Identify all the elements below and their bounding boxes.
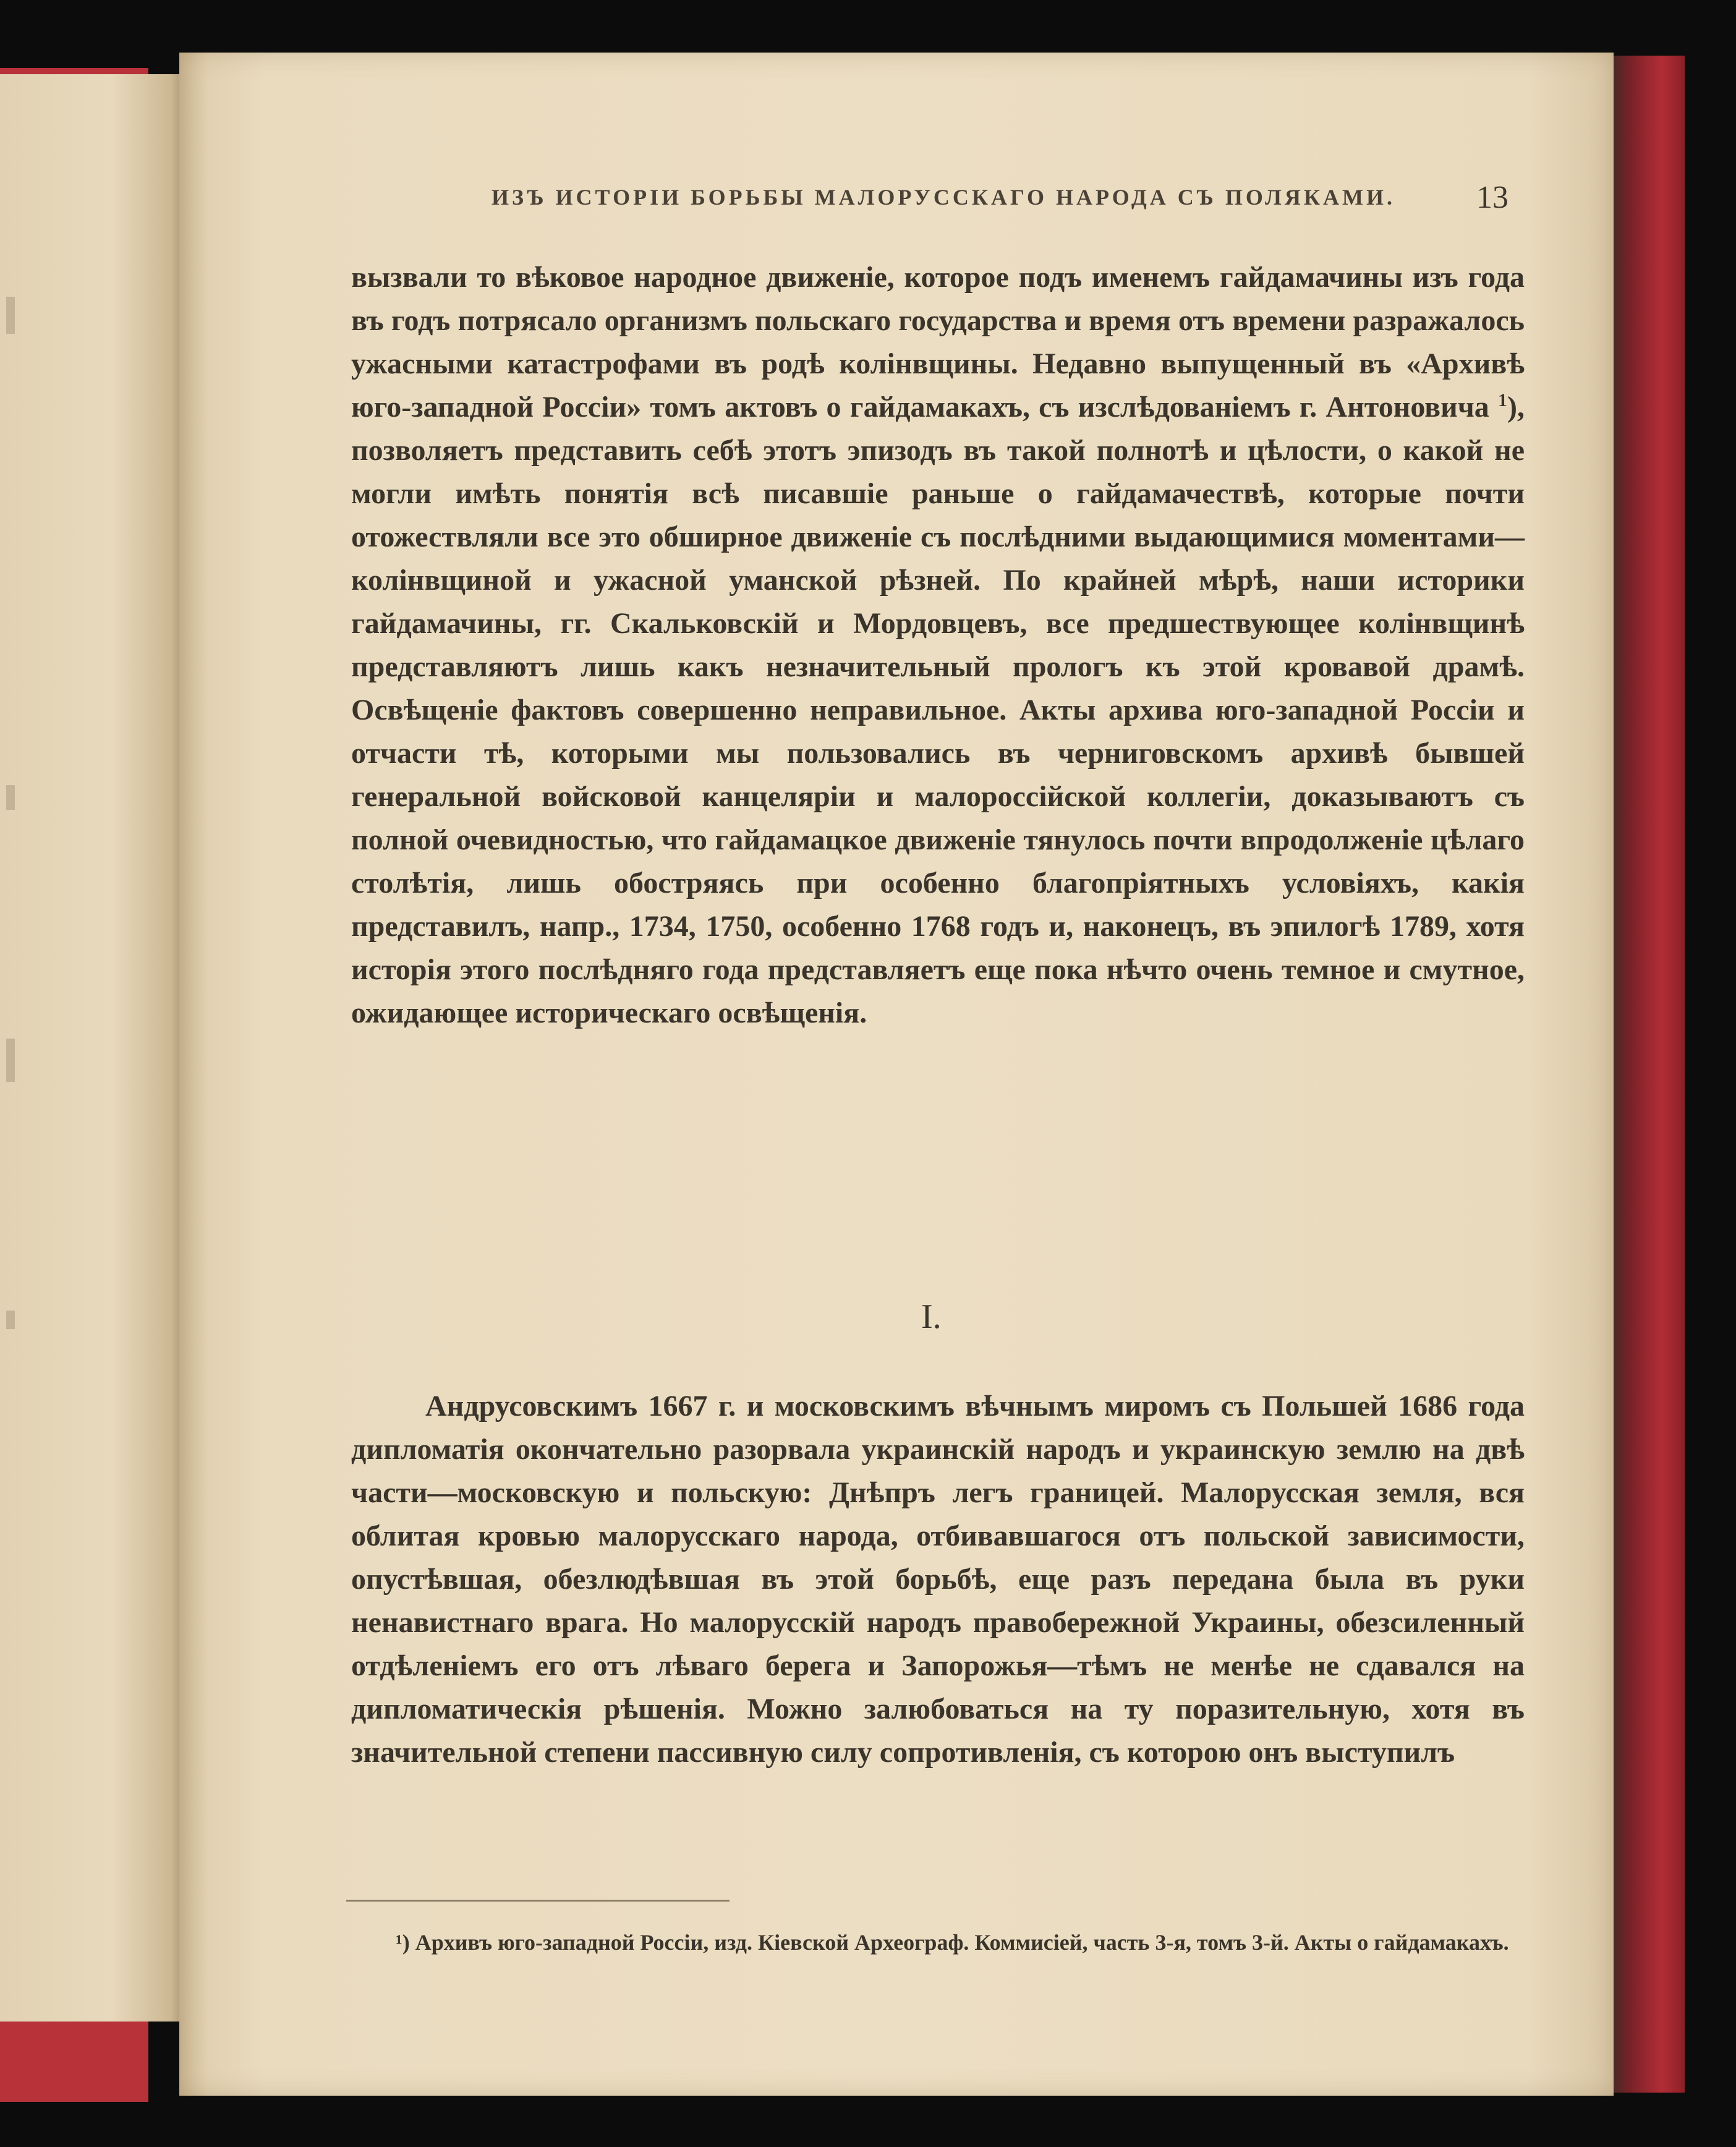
page-edge-mark [6,785,15,810]
page-edge-mark [6,1311,15,1329]
footnote-reference: 1 [1498,390,1508,410]
body-text-section [351,1385,1525,1774]
paragraph-continued [351,256,1525,1035]
footnote-text: Архивъ юго-западной Россіи, изд. Кіевской Археограф. Коммисіей, часть 3-я, томъ 3-й. Акты о гайдамакахъ. [415,1930,1509,1955]
paragraph-text: вызвали то вѣковое народное движеніе, которое подъ именемъ гайдамачины изъ года въ годъ потрясало организмъ польскаго государства и время отъ времени разражалось ужасными катастрофами въ родѣ колінвщины. Недавно выпущенный въ «Архивѣ юго-западной Россіи» томъ актовъ о гайдамакахъ, съ изслѣдованіемъ г. Антоновича [351,261,1525,423]
page-number: 13 [1476,180,1508,215]
right-book-cover [1607,56,1685,2093]
page-edge-mark [6,1039,15,1082]
footnote [345,1928,1523,1957]
page-edge-mark [6,297,15,334]
section-numeral: I. [921,1298,942,1336]
paragraph-section-1: Андрусовскимъ 1667 г. и московскимъ вѣчнымъ миромъ съ Польшей 1686 года дипломатія окончательно разорвала украинскій народъ и украинскую землю на двѣ части—московскую и польскую: Днѣпръ легъ границей. Малорусская земля, вся облитая кровью малорусскаго народа, отбивавшагося отъ польской зависимости, опустѣвшая, обезлюдѣвшая въ этой борьбѣ, еще разъ передана была въ руки ненавистнаго врага. Но малорусскій народъ правобережной Украины, обезсиленный отдѣленіемъ его отъ лѣваго берега и Запорожья—тѣмъ не менѣе не сдавался на дипломатическія рѣшенія. Можно залюбоваться на ту поразительную, хотя въ значительной степени пассивную силу сопротивленія, съ которою онъ выступилъ [351,1390,1525,1769]
footnote-divider [346,1900,730,1902]
running-head: ИЗЪ ИСТОРІИ БОРЬБЫ МАЛОРУССКАГО НАРОДА СЪ ПОЛЯКАМИ. [491,185,1395,210]
previous-page-edge [0,74,185,2022]
footnote-number: ¹) [396,1930,410,1955]
body-text-top [351,256,1525,1035]
paragraph-text: ), позволяетъ представить себѣ этотъ эпизодъ въ такой полнотѣ и цѣлости, о какой не могли имѣть понятія всѣ писавшіе раньше о гайдамачествѣ, которые почти отожествляли все это обширное движеніе съ послѣдними выдающимися моментами—колінвщиной и ужасной уманской рѣзней. По крайней мѣрѣ, наши историки гайдамачины, гг. Скальковскій и Мордовцевъ, все предшествующее колінвщинѣ представляютъ лишь какъ незначительный прологъ къ этой кровавой драмѣ. Освѣщеніе фактовъ совершенно неправильное. Акты архива юго-западной Россіи и отчасти тѣ, которыми мы пользовались въ черниговскомъ архивѣ бывшей генеральной войсковой канцеляріи и малороссійской коллегіи, доказываютъ съ полной очевидностью, что гайдамацкое движеніе тянулось почти впродолженіе цѣлаго столѣтія, лишь обостряясь при особенно благопріятныхъ условіяхъ, какія представилъ, напр., 1734, 1750, особенно 1768 годъ и, наконецъ, въ эпилогѣ 1789, хотя исторія этого послѣдняго года представляетъ еще пока нѣчто очень темное и смутное, ожидающее историческаго освѣщенія. [351,391,1525,1029]
